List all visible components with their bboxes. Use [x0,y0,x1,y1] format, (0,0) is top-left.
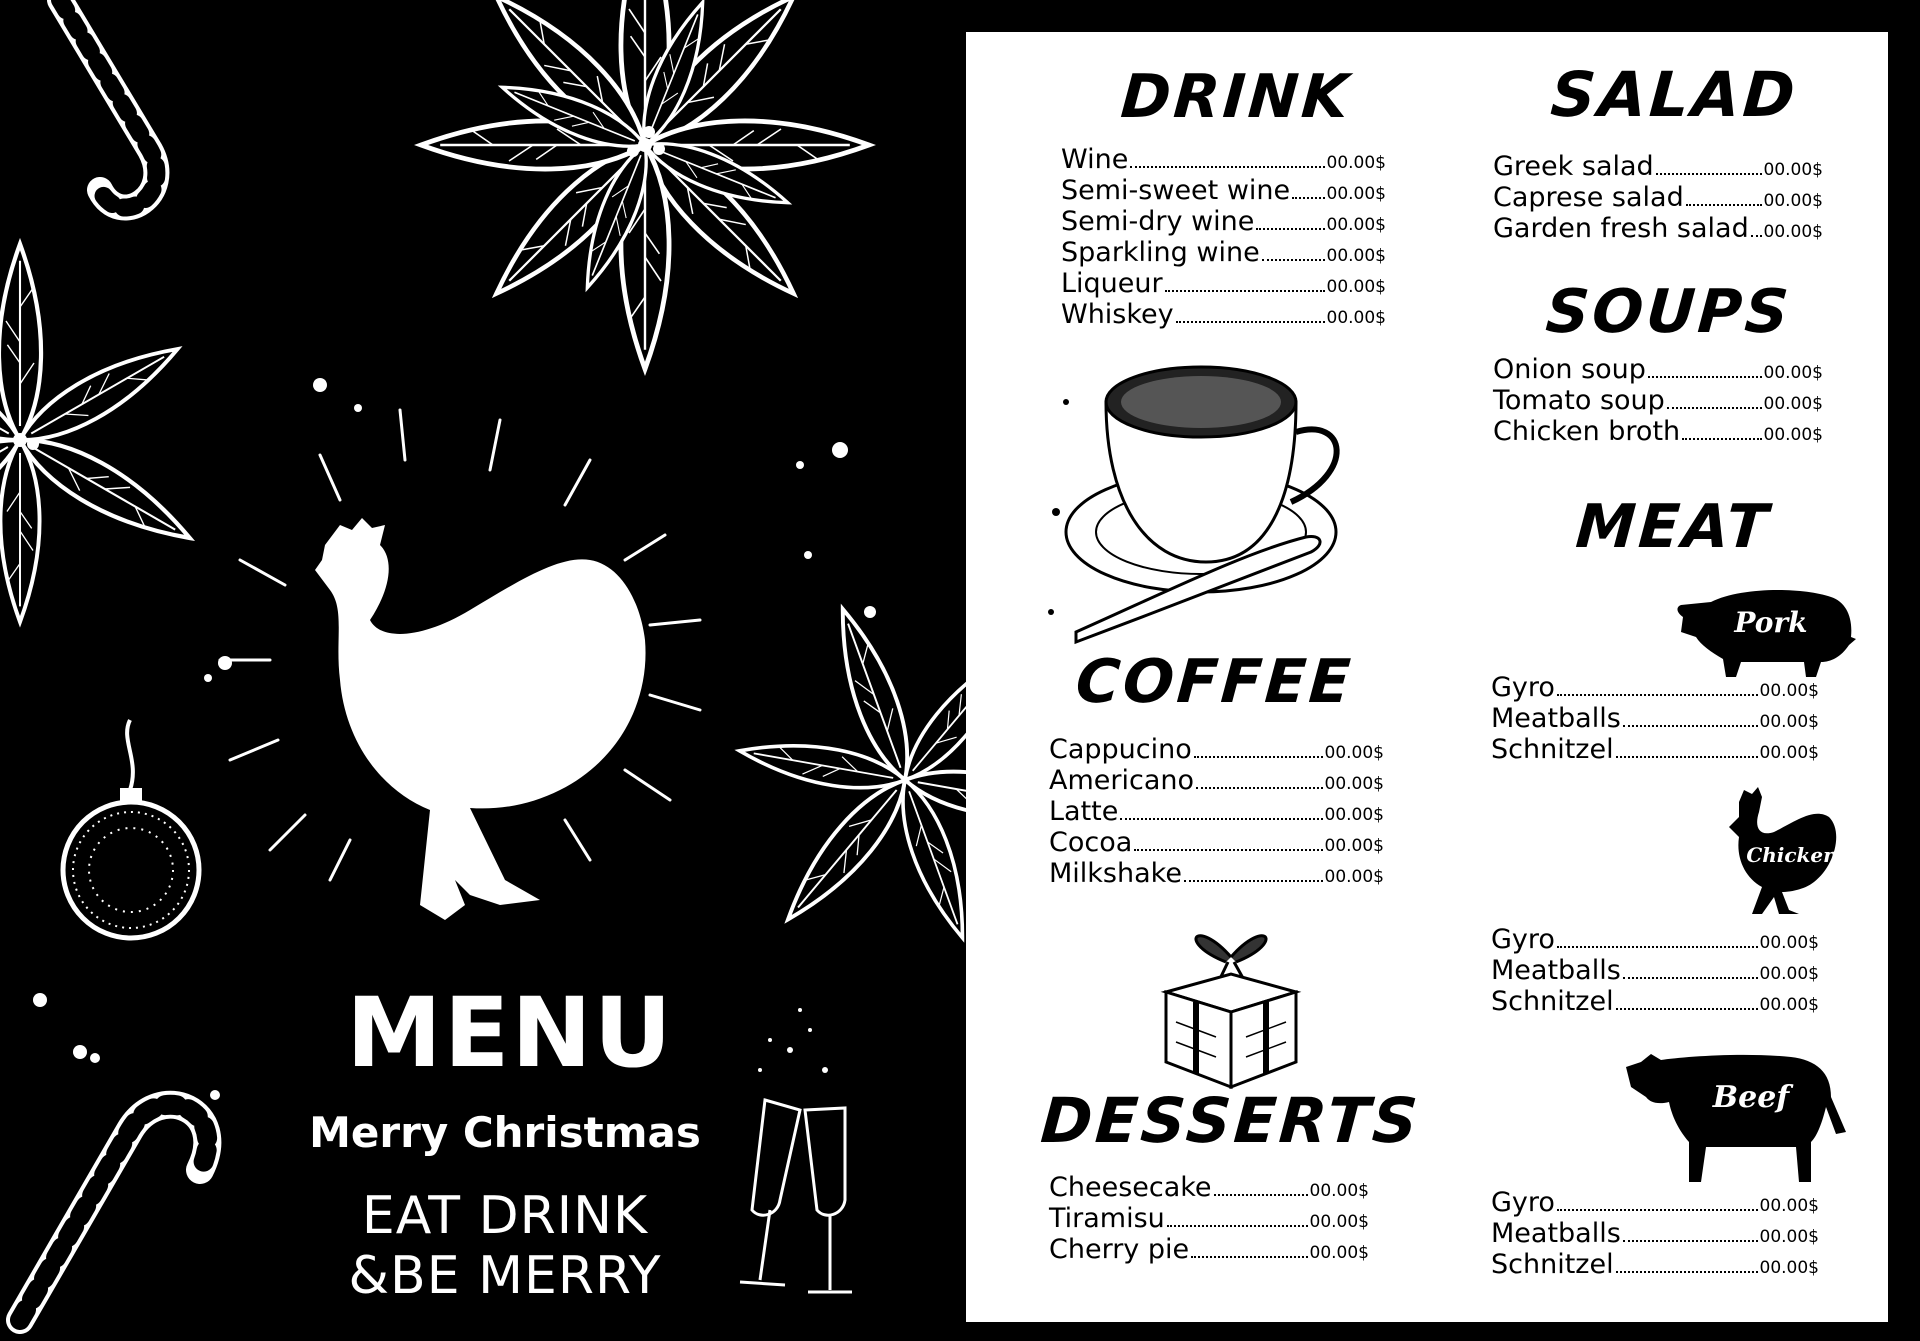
pig-icon [1671,577,1861,682]
item-price: 00.00$ [1759,995,1819,1015]
soups-section [1543,277,1826,347]
beef-list [1491,1187,1819,1280]
item-price: 00.00$ [1763,394,1823,414]
coffee-section [1073,647,1376,717]
champagne-glasses-icon [740,1008,852,1292]
drink-list [1061,144,1386,330]
item-price: 00.00$ [1759,1258,1819,1278]
list-item [1491,672,1819,703]
list-item [1493,416,1823,447]
item-price: 00.00$ [1324,836,1384,856]
candy-cane-icon [20,1105,207,1320]
list-item [1049,1172,1369,1203]
item-name: Americano [1049,765,1195,796]
item-name: Latte [1049,796,1119,827]
item-name: Cocoa [1049,827,1133,858]
item-name: Gyro [1491,672,1555,703]
item-name: Meatballs [1491,703,1621,734]
list-item [1493,182,1823,213]
item-price: 00.00$ [1759,964,1819,984]
list-item [1061,299,1386,330]
drink-section [1118,62,1381,132]
list-item [1491,703,1819,734]
item-price: 00.00$ [1309,1243,1369,1263]
gift-box-icon [1156,912,1306,1092]
item-price: 00.00$ [1326,215,1386,235]
list-item [1491,1187,1819,1218]
item-price: 00.00$ [1759,1196,1819,1216]
meat-section [1573,492,1806,562]
desserts-heading: DESSERTS [1038,1084,1423,1157]
list-item [1061,206,1386,237]
menu-page [966,32,1888,1322]
item-name: Garden fresh salad [1493,213,1749,244]
list-item [1061,175,1386,206]
slogan-line-1: EAT DRINK [361,1186,649,1246]
item-price: 00.00$ [1763,425,1823,445]
item-name: Schnitzel [1491,734,1614,765]
item-price: 00.00$ [1324,805,1384,825]
item-name: Wine [1061,144,1129,175]
poinsettia-icon [736,602,966,944]
list-item [1491,1218,1819,1249]
item-price: 00.00$ [1326,184,1386,204]
item-name: Meatballs [1491,1218,1621,1249]
item-price: 00.00$ [1324,774,1384,794]
item-name: Onion soup [1493,354,1646,385]
list-item [1061,237,1386,268]
desserts-list [1049,1172,1369,1265]
item-price: 00.00$ [1763,363,1823,383]
item-price: 00.00$ [1763,222,1823,242]
item-name: Greek salad [1493,151,1654,182]
list-item [1061,268,1386,299]
pork-list [1491,672,1819,765]
pork-label: Pork [1734,606,1808,639]
item-name: Caprese salad [1493,182,1684,213]
item-name: Liqueur [1061,268,1163,299]
item-price: 00.00$ [1759,712,1819,732]
drink-heading: DRINK [1118,62,1354,132]
item-price: 00.00$ [1759,1227,1819,1247]
menu-title: MENU [346,977,674,1089]
slogan-line-2: &BE MERRY [348,1246,662,1306]
list-item [1049,796,1384,827]
item-price: 00.00$ [1309,1212,1369,1232]
item-name: Tiramisu [1049,1203,1165,1234]
item-name: Cherry pie [1049,1234,1190,1265]
coffee-heading: COFFEE [1073,647,1356,717]
item-price: 00.00$ [1759,933,1819,953]
chicken-list [1491,924,1819,1017]
salad-heading: SALAD [1548,58,1801,131]
list-item [1491,1249,1819,1280]
beef-label: Beef [1712,1080,1790,1115]
item-price: 00.00$ [1326,153,1386,173]
candy-cane-icon [60,0,156,208]
list-item [1049,827,1384,858]
chicken-label: Chicken [1746,843,1838,867]
item-price: 00.00$ [1326,308,1386,328]
list-item [1049,734,1384,765]
list-item [1491,986,1819,1017]
salad-list [1493,151,1823,244]
chicken-icon [1714,782,1844,922]
item-name: Tomato soup [1493,385,1665,416]
cow-icon [1621,1042,1851,1192]
salad-section [1548,58,1831,131]
item-price: 00.00$ [1763,191,1823,211]
item-name: Schnitzel [1491,1249,1614,1280]
item-price: 00.00$ [1309,1181,1369,1201]
list-item [1493,354,1823,385]
poinsettia-icon [421,0,869,369]
coffee-cup-icon [1046,362,1366,692]
soups-heading: SOUPS [1543,277,1794,347]
item-name: Cappucino [1049,734,1192,765]
item-name: Gyro [1491,924,1555,955]
poinsettia-icon [0,244,200,622]
item-name: Whiskey [1061,299,1174,330]
item-name: Schnitzel [1491,986,1614,1017]
desserts-section [1038,1084,1423,1157]
item-name: Semi-dry wine [1061,206,1255,237]
ornament-icon [63,720,199,938]
list-item [1049,1234,1369,1265]
list-item [1049,765,1384,796]
coffee-list [1049,734,1384,889]
list-item [1491,924,1819,955]
item-name: Cheesecake [1049,1172,1212,1203]
menu-subtitle: Merry Christmas [309,1108,701,1157]
item-name: Gyro [1491,1187,1555,1218]
item-name: Semi-sweet wine [1061,175,1291,206]
item-price: 00.00$ [1759,743,1819,763]
list-item [1493,385,1823,416]
soups-list [1493,354,1823,447]
item-price: 00.00$ [1324,743,1384,763]
item-price: 00.00$ [1326,277,1386,297]
item-price: 00.00$ [1324,867,1384,887]
item-price: 00.00$ [1326,246,1386,266]
list-item [1491,955,1819,986]
meat-heading: MEAT [1573,492,1773,562]
rooster-icon [220,410,700,920]
item-price: 00.00$ [1759,681,1819,701]
list-item [1493,213,1823,244]
item-name: Sparkling wine [1061,237,1260,268]
list-item [1061,144,1386,175]
item-name: Meatballs [1491,955,1621,986]
list-item [1491,734,1819,765]
item-price: 00.00$ [1763,160,1823,180]
list-item [1493,151,1823,182]
item-name: Chicken broth [1493,416,1681,447]
list-item [1049,1203,1369,1234]
item-name: Milkshake [1049,858,1182,889]
list-item [1049,858,1384,889]
